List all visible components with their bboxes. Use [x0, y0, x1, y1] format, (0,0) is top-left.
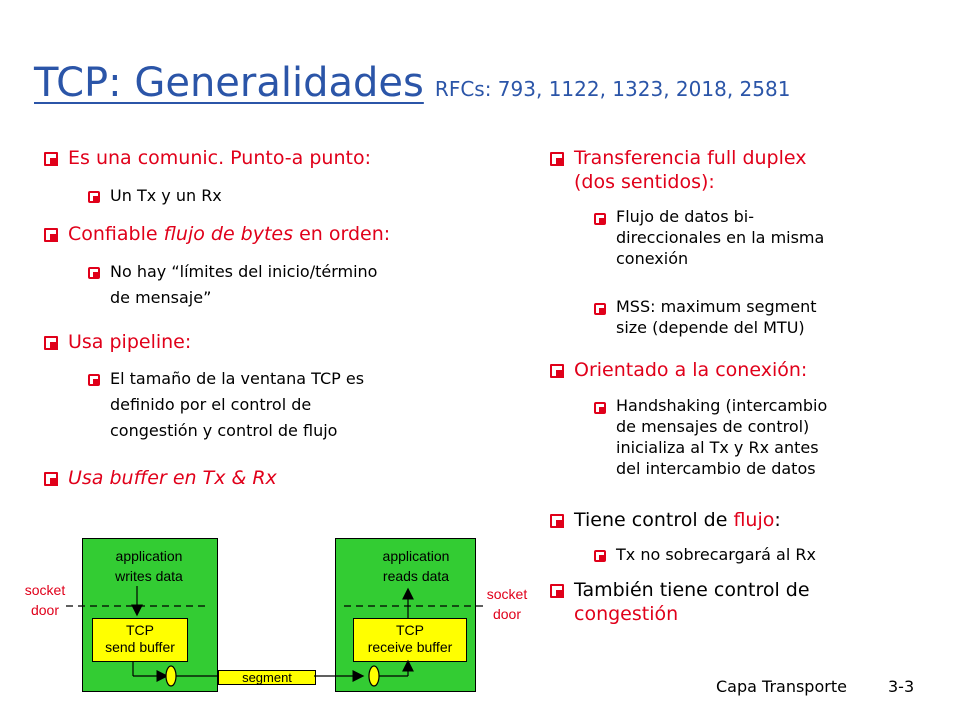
right-sub-2-line-2: size (depende del MTU) [616, 318, 805, 337]
left-sub-3-line-3: congestión y control de flujo [110, 421, 338, 440]
receiver-app-line-1: application [382, 548, 450, 564]
right-bullet-2-text: Orientado a la conexión: [574, 359, 808, 381]
left-sub-1-text: Un Tx y un Rx [110, 186, 222, 205]
left-sub-3-line-2: definido por el control de [110, 395, 312, 414]
left-bullet-4-text: Usa buffer en Tx & Rx [68, 467, 277, 489]
right-sub-1-line-3: conexión [616, 249, 689, 268]
left-bullet-2-text-b: en orden: [293, 223, 391, 245]
right-bullet-4-line-1: También tiene control de [574, 579, 810, 601]
right-sub-1-line-1: Flujo de datos bi- [616, 207, 755, 226]
left-sub-2-line-1: No hay “límites del inicio/término [110, 262, 378, 281]
left-bullet-1-text: Es una comunic. Punto-a punto: [68, 147, 371, 169]
socket-right-line-2: door [492, 606, 522, 622]
right-sub-3-line-3: inicializa al Tx y Rx antes [616, 438, 819, 457]
left-sub-3-line-1: El tamaño de la ventana TCP es [110, 369, 365, 388]
socket-left-line-2: door [30, 602, 60, 618]
send-buffer-line-2: send buffer [105, 639, 175, 655]
right-sub-2-line-1: MSS: maximum segment [616, 297, 817, 316]
sender-pipe-end-icon [166, 666, 176, 686]
socket-left-line-1: socket [24, 582, 66, 598]
left-bullet-2-text-italic: flujo de bytes [163, 223, 294, 245]
sender-app-line-2: writes data [115, 568, 183, 584]
right-sub-3-line-4: del intercambio de datos [616, 459, 816, 478]
socket-right-line-1: socket [486, 586, 528, 602]
right-sub-3-line-1: Handshaking (intercambio [616, 396, 828, 415]
receive-buffer-line-2: receive buffer [367, 639, 453, 655]
receive-buffer-line-1: TCP [396, 622, 424, 638]
left-bullet-3-text: Usa pipeline: [68, 331, 192, 353]
right-bullet-1-line-2: (dos sentidos): [574, 171, 715, 193]
receiver-pipe-end-icon [369, 666, 379, 686]
page-number: 3-3 [888, 677, 915, 696]
right-bullet-3-text-red: flujo [733, 509, 775, 531]
segment-label: segment [242, 670, 292, 685]
left-sub-2-line-2: de mensaje” [110, 288, 212, 307]
title-main: TCP: Generalidades [34, 60, 424, 106]
right-bullet-3-text: Tiene control de [574, 509, 734, 531]
right-bullet-3-colon: : [774, 509, 781, 531]
right-sub-1-line-2: direccionales en la misma [616, 228, 825, 247]
sender-app-line-1: application [115, 548, 183, 564]
right-bullet-4-line-2: congestión [574, 603, 679, 625]
footer-section: Capa Transporte [716, 677, 847, 696]
right-bullet-1-line-1: Transferencia full duplex [574, 147, 807, 169]
receiver-app-line-2: reads data [382, 568, 450, 584]
left-bullet-2-text-a: Confiable [68, 223, 164, 245]
right-sub-4-text: Tx no sobrecargará al Rx [616, 545, 816, 564]
right-sub-3-line-2: de mensajes de control) [616, 417, 810, 436]
title-rfcs: RFCs: 793, 1122, 1323, 2018, 2581 [434, 77, 791, 101]
send-buffer-line-1: TCP [126, 622, 154, 638]
